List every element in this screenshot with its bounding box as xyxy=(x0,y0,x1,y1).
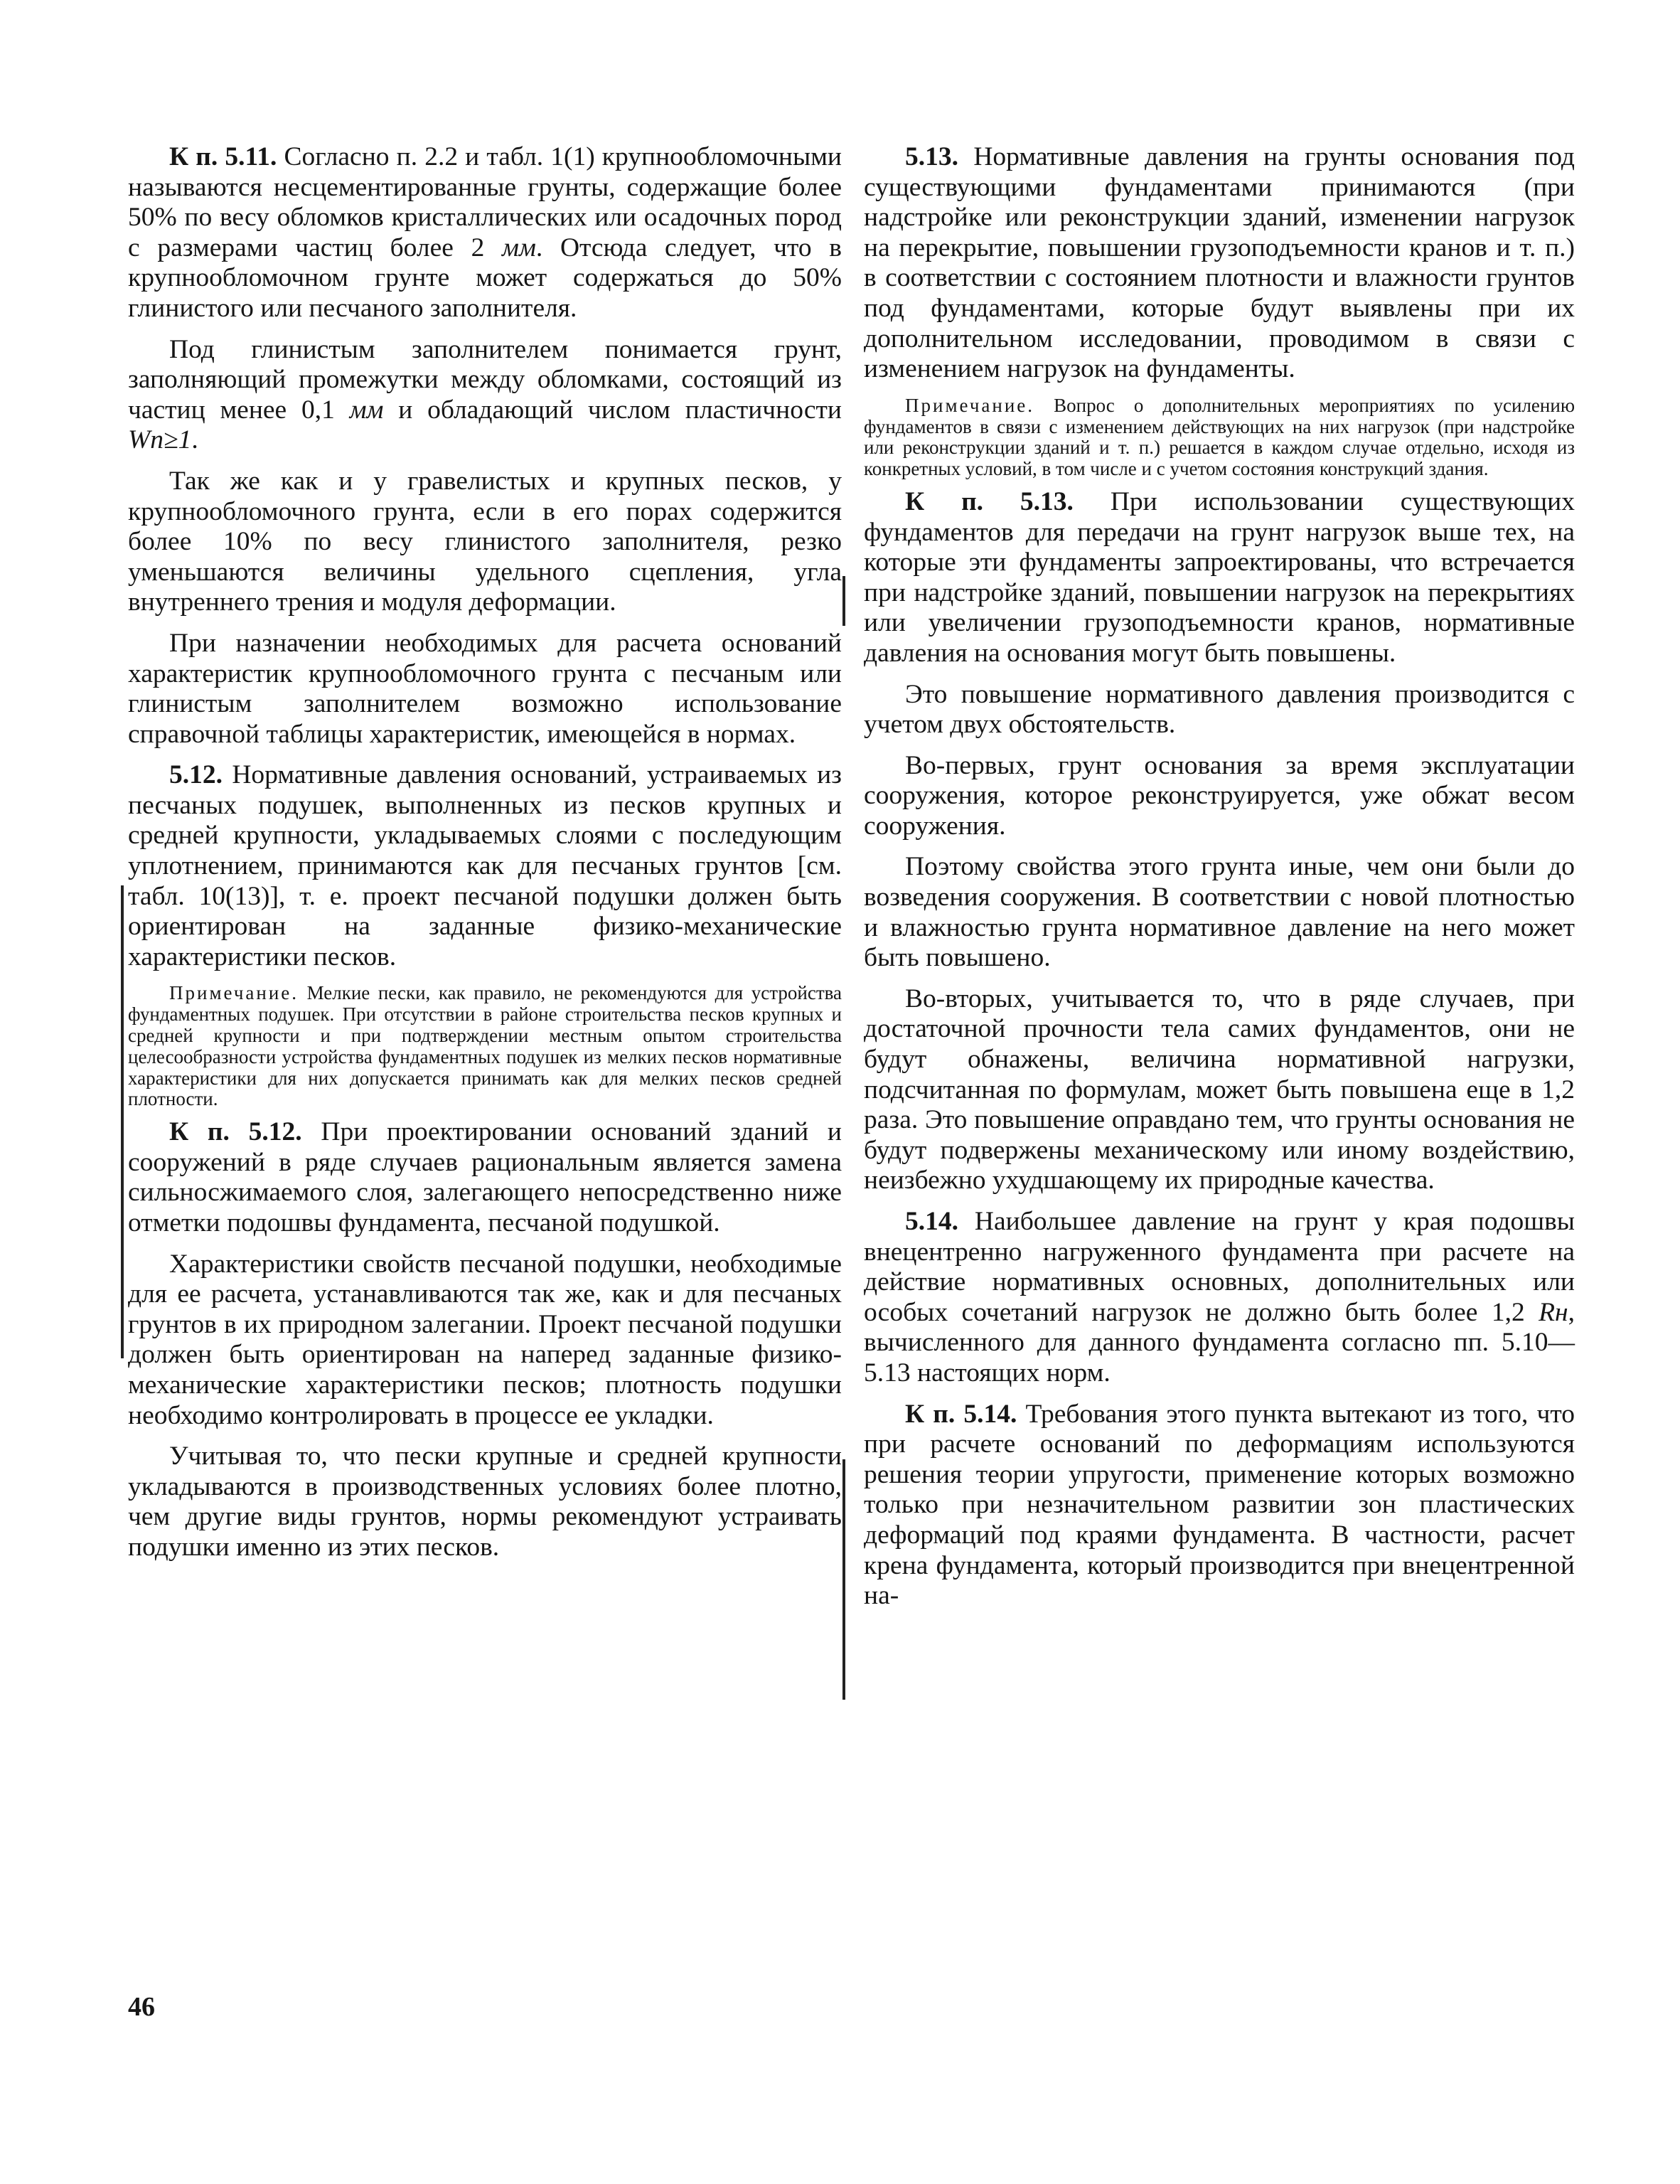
right-column xyxy=(864,142,1575,1622)
revision-bar-left xyxy=(121,885,124,1358)
paragraph-soil-properties: Поэтому свойства этого грунта иные, чем они были до возведения сооружения. В соответствии с новой плотностью и влажностью грунта нормативное давление на него может быть повышено. xyxy=(864,852,1575,973)
paragraph-k-5-13: К п. 5.13. При использовании существующих фундаментов для передачи на грунт нагрузок выше тех, на которые эти фундаменты запроектированы, что встречается при надстройке зданий, повышении нагрузок на перекрытиях или увеличении грузоподъемности кранов, нормативные давления на основания могут быть повышены. xyxy=(864,486,1575,668)
paragraph-gravel-sands: Так же как и у гравелистых и крупных песков, у крупнообломочного грунта, если в его порах содержится более 10% по весу глинистого заполнителя, резко уменьшаются величины удельного сцепления, угла внутреннего трения и модуля деформации. xyxy=(128,466,842,617)
paragraph-firstly: Во-первых, грунт основания за время эксплуатации сооружения, которое реконструируется, уже обжат весом сооружения. xyxy=(864,750,1575,841)
revision-bar-middle xyxy=(842,576,845,626)
page-number: 46 xyxy=(128,1992,155,2022)
left-column xyxy=(128,142,842,1574)
paragraph-two-circumstances: Это повышение нормативного давления производится с учетом двух обстоятельств. xyxy=(864,679,1575,740)
paragraph-k-5-11: К п. 5.11. Согласно п. 2.2 и табл. 1(1) крупнообломочными называются несцементированные грунты, содержащие более 50% по весу обломков кристаллических или осадочных пород с размерами частиц более 2 мм. Отсюда следует, что в крупнообломочном грунте может содержаться до 50% глинистого или песчаного заполнителя. xyxy=(128,142,842,323)
paragraph-clay-filler: Под глинистым заполнителем понимается грунт, заполняющий промежутки между обломками, состоящий из частиц менее 0,1 мм и обладающий числом пластичности Wп≥1. xyxy=(128,334,842,455)
note-fine-sands: Примечание. Мелкие пески, как правило, не рекомендуются для устройства фундаментных подушек. При отсутствии в районе строительства песков крупных и средней крупности и при подтверждении местным опытом строительства целесообразности устройства фундаментных подушек из мелких песков нормативные характеристики для них допускается принимать как для мелких песков средней плотности. xyxy=(128,982,842,1110)
paragraph-k-5-14: К п. 5.14. Требования этого пункта вытекают из того, что при расчете оснований по деформациям используются решения теории упругости, применение которых возможно только при незначительном развитии зон пластических деформаций под краями фундамента. В частности, расчет крена фундамента, который производится при внецентренной на- xyxy=(864,1399,1575,1611)
paragraph-k-5-12: К п. 5.12. При проектировании оснований зданий и сооружений в ряде случаев рациональным является замена сильносжимаемого слоя, залегающего непосредственно ниже отметки подошвы фундамента, песчаной подушкой. xyxy=(128,1117,842,1237)
paragraph-secondly: Во-вторых, учитывается то, что в ряде случаев, при достаточной прочности тела самих фундаментов, они не будут обнажены, величина нормативной нагрузки, подсчитанная по формулам, может быть повышена еще в 1,2 раза. Это повышение оправдано тем, что грунты основания не будут подвержены механическому или иному воздействию, неизбежно ухудшающему их природные качества. xyxy=(864,984,1575,1195)
paragraph-coarse-sands: Учитывая то, что пески крупные и средней крупности укладываются в производственных условиях более плотно, чем другие виды грунтов, нормы рекомендуют устраивать подушки именно из этих песков. xyxy=(128,1442,842,1562)
paragraph-5-14: 5.14. Наибольшее давление на грунт у края подошвы внецентренно нагруженного фундамента при расчете на действие нормативных основных, дополнительных или особых сочетаний нагрузок не должно быть более 1,2 Rн, вычисленного для данного фундамента согласно пп. 5.10—5.13 настоящих норм. xyxy=(864,1207,1575,1387)
paragraph-cushion-properties: Характеристики свойств песчаной подушки, необходимые для ее расчета, устанавливаются так же, как и для песчаных грунтов в их природном залегании. Проект песчаной подушки должен быть ориентирован на наперед заданные физико-механические характеристики песков; плотность подушки необходимо контролировать в процессе ее укладки. xyxy=(128,1249,842,1430)
revision-bar-right xyxy=(842,1459,845,1700)
paragraph-reference-table: При назначении необходимых для расчета оснований характеристик крупнообломочного грунта с песчаным или глинистым заполнителем возможно использование справочной таблицы характеристик, имеющейся в нормах. xyxy=(128,628,842,749)
paragraph-5-13: 5.13. Нормативные давления на грунты основания под существующими фундаментами принимаются (при надстройке или реконструкции зданий, изменении нагрузок на перекрытие, повышении грузоподъемности кранов и т. п.) в соответствии с состоянием плотности и влажности грунтов под фундаментами, которые будут выявлены при их дополнительном исследовании, проводимом в связи с изменением нагрузок на фундаменты. xyxy=(864,142,1575,384)
paragraph-5-12: 5.12. Нормативные давления оснований, устраиваемых из песчаных подушек, выполненных из песков крупных и средней крупности, укладываемых слоями с последующим уплотнением, принимаются как для песчаных грунтов [см. табл. 10(13)], т. е. проект песчаной подушки должен быть ориентирован на заданные физико-механические характеристики песков. xyxy=(128,760,842,971)
note-reinforcement: Примечание. Вопрос о дополнительных мероприятиях по усилению фундаментов в связи с изменением действующих на них нагрузок (при надстройке или реконструкции зданий и т. п.) решается в каждом случае отдельно, исходя из конкретных условий, в том числе и с учетом состояния конструкций здания. xyxy=(864,394,1575,480)
